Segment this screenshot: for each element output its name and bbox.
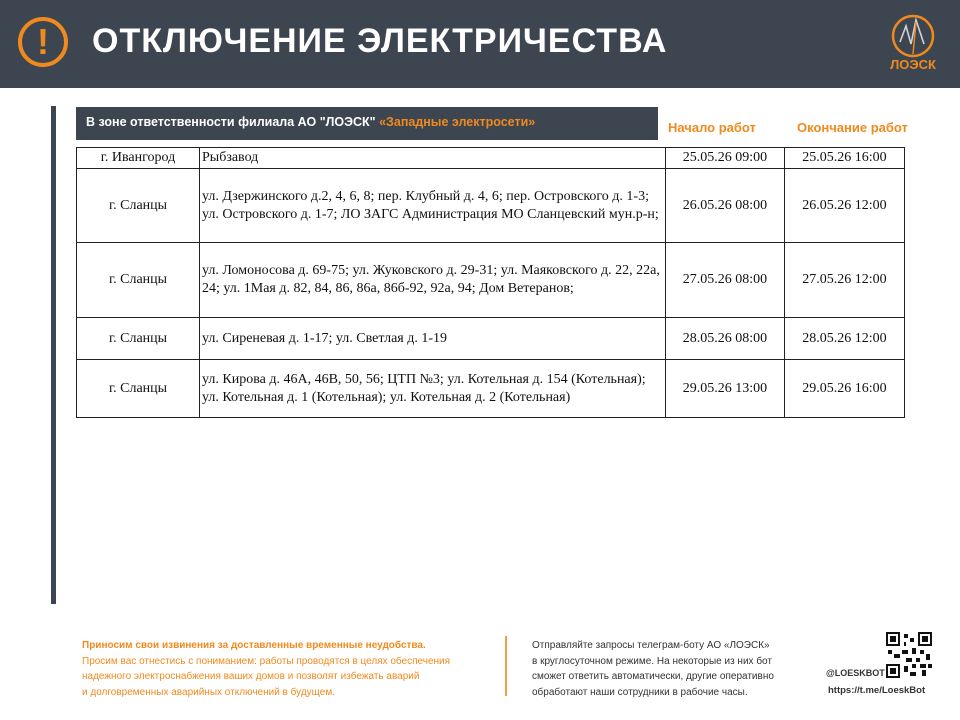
bot-info-line: обработают наши сотрудники в рабочие часы.: [532, 686, 748, 698]
lightning-icon: [888, 14, 938, 58]
start-time-cell: 29.05.26 13:00: [666, 360, 785, 418]
address-cell: ул. Кирова д. 46А, 46В, 50, 56; ЦТП №3; ул. Котельная д. 154 (Котельная); ул. Котельная д. 1 (Котельная); ул. Котельная д. 2 (Котельная): [200, 360, 666, 418]
footer-divider: [505, 636, 507, 696]
side-accent-bar: [51, 106, 56, 604]
apology-note: [82, 638, 482, 700]
address-cell: Рыбзавод: [200, 148, 666, 169]
bot-info-line: Отправляйте запросы телеграм-боту АО «ЛОЭСК»: [532, 640, 770, 651]
department-banner: [76, 107, 658, 140]
page-title: ОТКЛЮЧЕНИЕ ЭЛЕКТРИЧЕСТВА: [92, 22, 668, 60]
city-cell: г. Сланцы: [77, 360, 200, 418]
table-row: [77, 318, 905, 360]
column-header-start: Начало работ: [668, 120, 756, 135]
start-time-cell: 27.05.26 08:00: [666, 243, 785, 318]
note-line: Просим вас отнестись с пониманием: работы проводятся в целях обеспечения: [82, 655, 451, 667]
table-row: [77, 148, 905, 169]
city-cell: г. Ивангород: [77, 148, 200, 169]
qr-code-icon[interactable]: [886, 632, 932, 678]
start-time-cell: 25.05.26 09:00: [666, 148, 785, 169]
city-cell: г. Сланцы: [77, 318, 200, 360]
bot-info: [532, 638, 812, 700]
end-time-cell: 28.05.26 12:00: [785, 318, 905, 360]
table-row: [77, 243, 905, 318]
bot-info-line: сможет ответить автоматически, другие оперативно: [532, 671, 774, 682]
address-cell: ул. Сиреневая д. 1-17; ул. Светлая д. 1-19: [200, 318, 666, 360]
column-header-end: Окончание работ: [797, 120, 908, 135]
note-line: надежного электроснабжения ваших домов и позволят избежать аварий: [82, 671, 420, 682]
department-label: В зоне ответственности филиала АО "ЛОЭСК": [86, 115, 376, 129]
branch-name: «Западные электросети»: [379, 115, 536, 129]
table-row: [77, 360, 905, 418]
bot-link[interactable]: https://t.me/LoeskBot: [828, 685, 926, 696]
outage-table: [76, 147, 905, 418]
start-time-cell: 26.05.26 08:00: [666, 169, 785, 243]
city-cell: г. Сланцы: [77, 169, 200, 243]
end-time-cell: 29.05.26 16:00: [785, 360, 905, 418]
bot-handle: @LOESKBOT: [826, 668, 885, 678]
end-time-cell: 25.05.26 16:00: [785, 148, 905, 169]
header-bar: [0, 0, 960, 88]
address-cell: ул. Дзержинского д.2, 4, 6, 8; пер. Клубный д. 4, 6; пер. Островского д. 1-3; ул. Островского д. 1-7; ЛО ЗАГС Администрация МО Сланцевский мун.р-н;: [200, 169, 666, 243]
logo-text: ЛОЭСК: [890, 57, 936, 72]
table-row: [77, 169, 905, 243]
apology-heading: Приносим свои извинения за доставленные временные неудобства.: [82, 640, 426, 651]
start-time-cell: 28.05.26 08:00: [666, 318, 785, 360]
company-logo: [886, 14, 940, 76]
city-cell: г. Сланцы: [77, 243, 200, 318]
note-line: и долговременных аварийных отключений в будущем.: [82, 686, 335, 698]
bot-info-line: в круглосуточном режиме. На некоторые из них бот: [532, 655, 772, 667]
end-time-cell: 27.05.26 12:00: [785, 243, 905, 318]
exclamation-circle-icon: !: [18, 17, 68, 67]
end-time-cell: 26.05.26 12:00: [785, 169, 905, 243]
address-cell: ул. Ломоносова д. 69-75; ул. Жуковского д. 29-31; ул. Маяковского д. 22, 22а, 24; ул. 1Мая д. 82, 84, 86, 86а, 86б-92, 92а, 94; Дом Ветеранов;: [200, 243, 666, 318]
